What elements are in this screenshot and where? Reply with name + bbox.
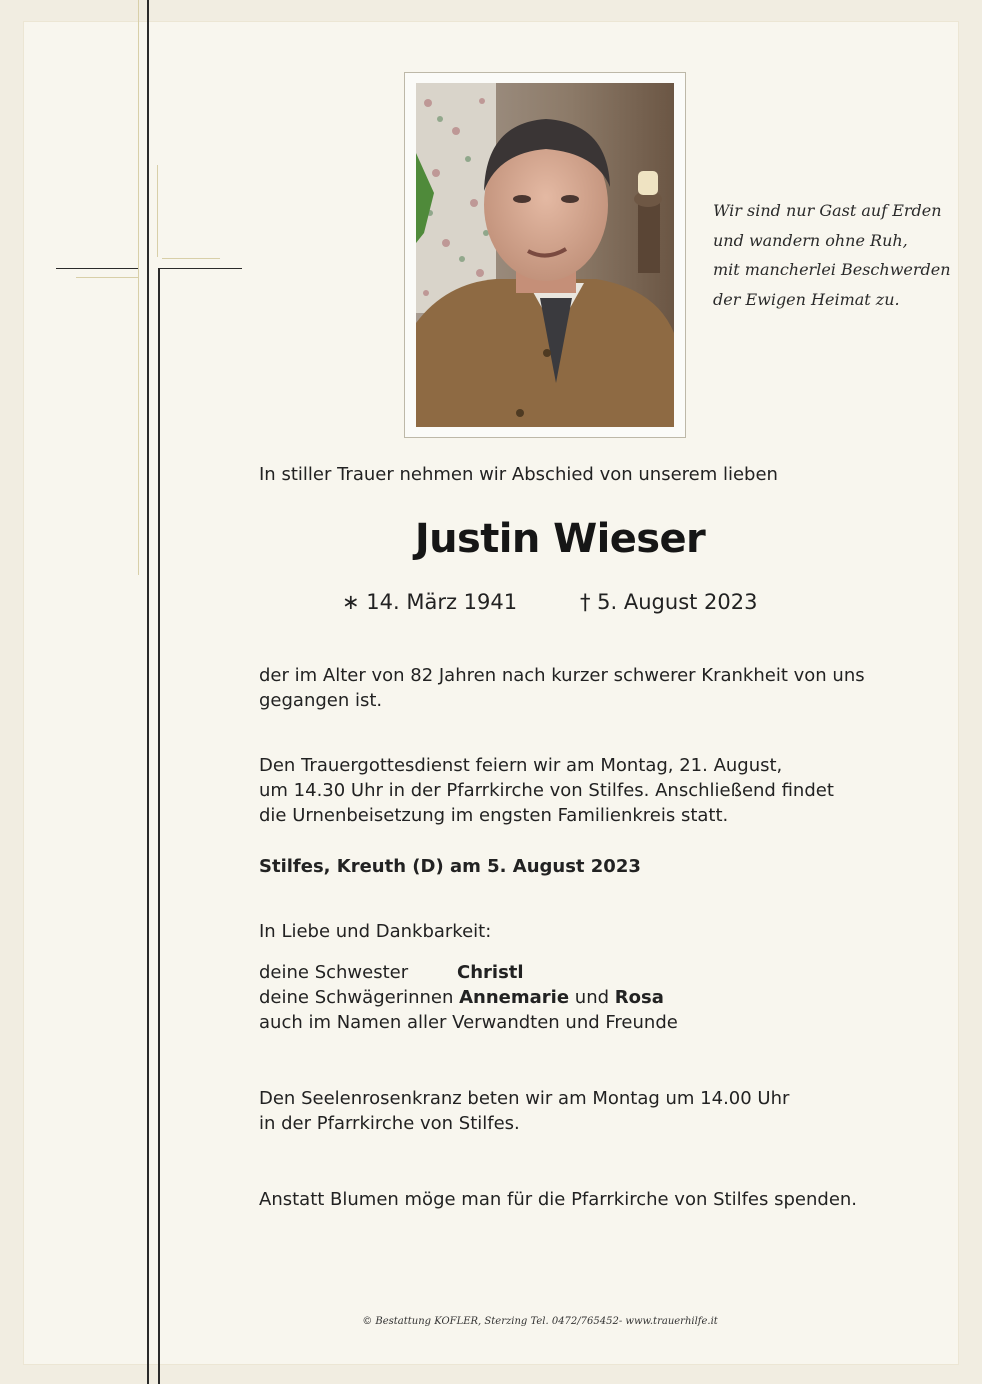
text-line: gegangen ist. [259,690,383,711]
mourner-relation: deine Schwägerinnen [259,987,454,1008]
death-date: † 5. August 2023 [580,590,758,614]
funeral-home-footer: © Bestattung KOFLER, Sterzing Tel. 0472/765452- www.trauerhilfe.it [362,1316,718,1327]
mourner-name: Annemarie [459,987,570,1008]
place-date: Stilfes, Kreuth (D) am 5. August 2023 [259,856,641,877]
mourner-name: Christl [457,962,524,983]
portrait-frame [404,72,686,438]
text-line: die Urnenbeisetzung im engsten Familienkreis statt. [259,805,729,826]
poem-line: der Ewigen Heimat zu. [713,289,900,309]
poem-line: und wandern ohne Ruh, [713,230,908,250]
age-paragraph [259,663,939,713]
text-line: Den Seelenrosenkranz beten wir am Montag um 14.00 Uhr [259,1088,790,1109]
deceased-name: Justin Wieser [414,516,706,562]
poem-line: Wir sind nur Gast auf Erden [713,201,942,220]
text-line: in der Pfarrkirche von Stilfes. [259,1113,520,1134]
text-line: um 14.30 Uhr in der Pfarrkirche von Stilfes. Anschließend findet [259,780,834,801]
mourner-line: auch im Namen aller Verwandten und Freunde [259,1012,678,1033]
portrait-photo [416,83,674,427]
birth-date: ∗ 14. März 1941 [342,590,518,614]
poem [713,196,953,314]
service-paragraph [259,753,939,828]
rosary-paragraph [259,1086,939,1136]
mourner-line [259,985,939,1010]
conjunction: und [574,987,610,1008]
mourners-list [259,960,939,1035]
text-line: der im Alter von 82 Jahren nach kurzer schwerer Krankheit von uns [259,665,865,686]
mourner-line [259,960,939,985]
thanks-text: In Liebe und Dankbarkeit: [259,921,492,942]
mourner-name: Rosa [614,987,664,1008]
poem-line: mit mancherlei Beschwerden [713,260,951,279]
flowers-note: Anstatt Blumen möge man für die Pfarrkirche von Stilfes spenden. [259,1189,858,1210]
text-line: Den Trauergottesdienst feiern wir am Montag, 21. August, [259,755,783,776]
mourner-relation: deine Schwester [259,962,409,983]
intro-text: In stiller Trauer nehmen wir Abschied von unserem lieben [259,464,778,485]
